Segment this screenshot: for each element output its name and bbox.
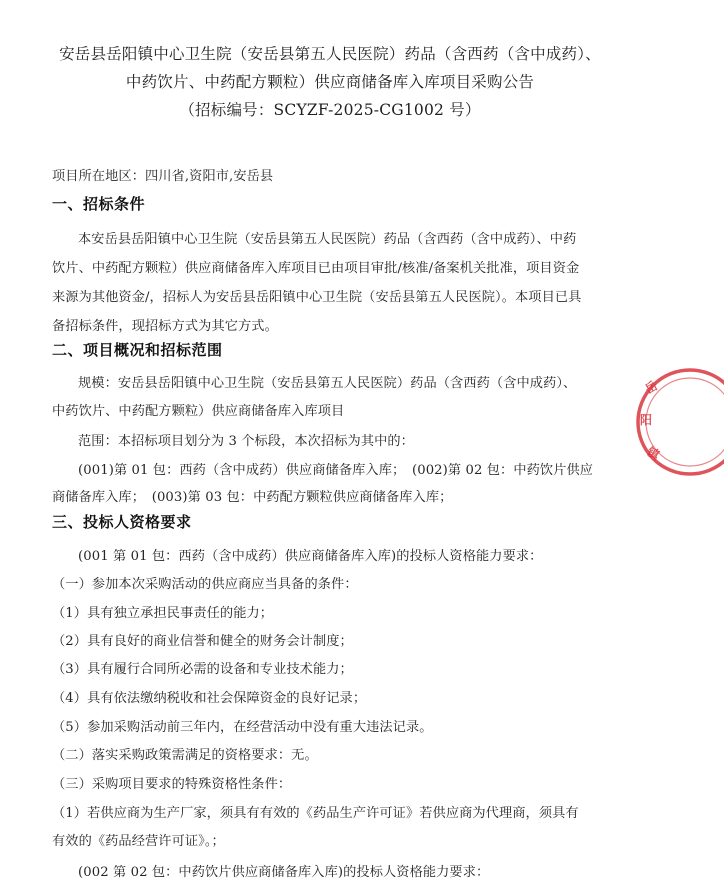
section3-line-4: （2）具有良好的商业信誉和健全的财务会计制度； bbox=[52, 634, 353, 649]
section2-line-4: (001)第 01 包：西药（含中成药）供应商储备库入库； (002)第 02 包：中药饮片供应 bbox=[78, 463, 594, 478]
svg-text:岳: 岳 bbox=[642, 378, 660, 397]
section2-line-2: 中药饮片、中药配方颗粒）供应商储备库入库项目 bbox=[52, 404, 345, 419]
section3-line-8: （二）落实采购政策需满足的资格要求：无。 bbox=[52, 748, 318, 763]
section3-line-11: 有效的《药品经营许可证》。； bbox=[52, 834, 225, 849]
section3-line-6: （4）具有依法缴纳税收和社会保障资金的良好记录； bbox=[52, 691, 367, 706]
document-title-line-1: 安岳县岳阳镇中心卫生院（安岳县第五人民医院）药品（含西药（含中成药）、 bbox=[59, 45, 601, 63]
section3-line-3: （1）具有独立承担民事责任的能力； bbox=[52, 606, 274, 621]
section-heading-1: 一、招标条件 bbox=[52, 195, 146, 213]
section3-line-1: (001 第 01 包：西药（含中成药）供应商储备库入库)的投标人资格能力要求： bbox=[78, 549, 543, 564]
section1-line-4: 备招标条件，现招标方式为其它方式。 bbox=[52, 319, 278, 334]
project-region: 项目所在地区：四川省,资阳市,安岳县 bbox=[52, 169, 274, 184]
svg-text:阳: 阳 bbox=[640, 413, 653, 427]
section2-line-3: 范围：本招标项目划分为 3 个标段，本次招标为其中的： bbox=[78, 434, 414, 449]
official-seal-stamp bbox=[634, 362, 724, 482]
section3-line-7: （5）参加采购活动前三年内，在经营活动中没有重大违法记录。 bbox=[52, 720, 433, 735]
section3-line-9: （三）采购项目要求的特殊资格性条件： bbox=[52, 777, 292, 792]
svg-text:镇: 镇 bbox=[644, 444, 662, 463]
section2-line-5: 商储备库入库； (003)第 03 包：中药配方颗粒供应商储备库入库； bbox=[52, 490, 453, 505]
section1-line-2: 饮片、中药配方颗粒）供应商储备库入库项目已由项目审批/核准/备案机关批准，项目资金 bbox=[52, 261, 580, 276]
section3-line-2: （一）参加本次采购活动的供应商应当具备的条件： bbox=[52, 577, 358, 592]
section1-line-1: 本安岳县岳阳镇中心卫生院（安岳县第五人民医院）药品（含西药（含中成药）、中药 bbox=[78, 232, 577, 247]
section3-line-5: （3）具有履行合同所必需的设备和专业技术能力； bbox=[52, 662, 353, 677]
tender-number: （招标编号：SCYZF-2025-CG1002 号） bbox=[179, 101, 481, 119]
section3-line-12: (002 第 02 包：中药饮片供应商储备库入库)的投标人资格能力要求： bbox=[78, 865, 490, 880]
document-title-line-2: 中药饮片、中药配方颗粒）供应商储备库入库项目采购公告 bbox=[125, 73, 535, 91]
section-heading-3: 三、投标人资格要求 bbox=[52, 513, 192, 531]
section2-line-1: 规模：安岳县岳阳镇中心卫生院（安岳县第五人民医院）药品（含西药（含中成药）、 bbox=[78, 376, 577, 391]
section1-line-3: 来源为其他资金/，招标人为安岳县岳阳镇中心卫生院（安岳县第五人民医院）。本项目已具 bbox=[52, 290, 582, 305]
section-heading-2: 二、项目概况和招标范围 bbox=[52, 341, 223, 359]
section3-line-10: （1）若供应商为生产厂家，须具有有效的《药品生产许可证》若供应商为代理商，须具有 bbox=[52, 806, 579, 821]
